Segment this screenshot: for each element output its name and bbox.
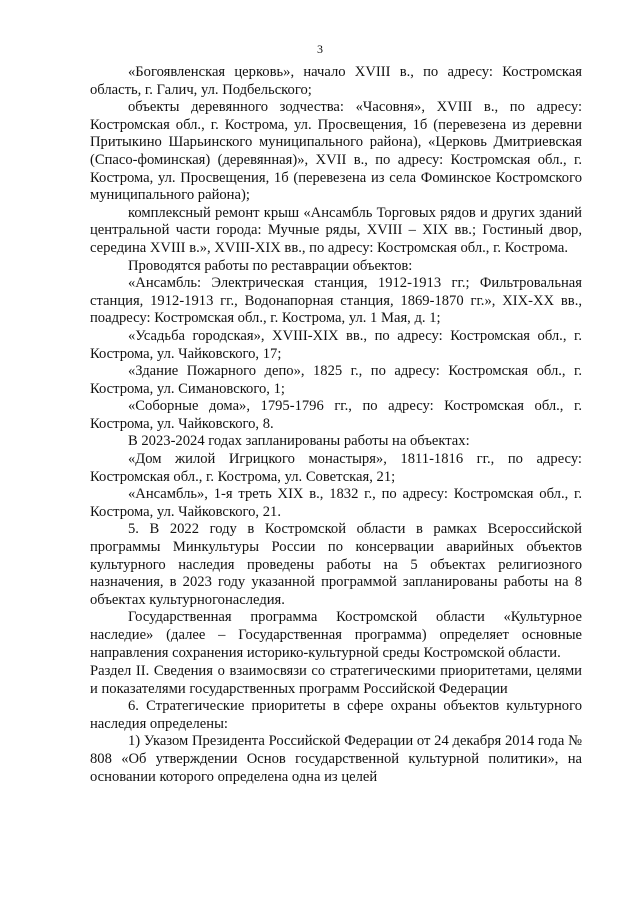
paragraph: «Ансамбль: Электрическая станция, 1912-1913 гг.; Фильтровальная станция, 1912-1913 гг., Водонапорная станция, 1869-1870 гг.», XIX-XX вв., поадресу: Костромская обл., г. Кострома, ул. 1 Мая, д. 1;	[90, 275, 582, 327]
paragraph: «Здание Пожарного депо», 1825 г., по адресу: Костромская обл., г. Кострома, ул. Симановского, 1;	[90, 363, 582, 397]
paragraph: комплексный ремонт крыш «Ансамбль Торговых рядов и других зданий центральной части города: Мучные ряды, XVIII – XIX вв.; Гостиный двор, середина XVIII в.», XVIII-XIX вв., по адресу: Костромская обл., г. Кострома.	[90, 204, 582, 256]
paragraph: объекты деревянного зодчества: «Часовня», XVIII в., по адресу: Костромская обл., г. Кострома, ул. Просвещения, 1б (перевезена из деревни Притыкино Шарьинского муниципального района), «Церковь Дмитриевская (Спасо-фоминская) (деревянная)», XVII в., по адресу: Костромская обл., г. Кострома, ул. Просвещения, 1б (перевезена из села Фоминское Костромского муниципального района);	[90, 99, 582, 204]
paragraph: «Дом жилой Игрицкого монастыря», 1811-1816 гг., по адресу: Костромская обл., г. Кострома, ул. Советская, 21;	[90, 451, 582, 485]
paragraph: 5. В 2022 году в Костромской области в рамках Всероссийской программы Минкультуры России по консервации аварийных объектов культурного наследия проведены работы на 5 объектах религиозного назначения, в 2023 году указанной программой запланированы работы на 8 объектах культурногонаследия.	[90, 521, 582, 608]
section-title: Раздел II. Сведения о взаимосвязи со стратегическими приоритетами, целями и показателями государственных программ Российской Федерации	[90, 663, 582, 698]
paragraph: «Усадьба городская», XVIII-XIX вв., по адресу: Костромская обл., г. Кострома, ул. Чайковского, 17;	[90, 327, 582, 362]
paragraph: «Соборные дома», 1795-1796 гг., по адресу: Костромская обл., г. Кострома, ул. Чайковского, 8.	[90, 398, 582, 432]
paragraph: Государственная программа Костромской области «Культурное наследие» (далее – Государственная программа) определяет основные направления сохранения историко-культурной среды Костромской области.	[90, 609, 582, 661]
paragraph: «Богоявленская церковь», начало XVIII в., по адресу: Костромская область, г. Галич, ул. Подбельского;	[90, 64, 582, 98]
paragraph: 1) Указом Президента Российской Федерации от 24 декабря 2014 года № 808 «Об утверждении Основ государственной культурной политики», на основании которого определена одна из целей	[90, 733, 582, 785]
paragraph: Проводятся работы по реставрации объектов:	[128, 257, 413, 274]
paragraph: В 2023-2024 годах запланированы работы на объектах:	[128, 433, 470, 450]
paragraph: «Ансамбль», 1-я треть XIX в., 1832 г., по адресу: Костромская обл., г. Кострома, ул. Чайковского, 21.	[90, 486, 582, 520]
page-number: 3	[317, 42, 323, 56]
paragraph: 6. Стратегические приоритеты в сфере охраны объектов культурного наследия определены:	[90, 698, 582, 732]
document-body	[90, 64, 582, 786]
